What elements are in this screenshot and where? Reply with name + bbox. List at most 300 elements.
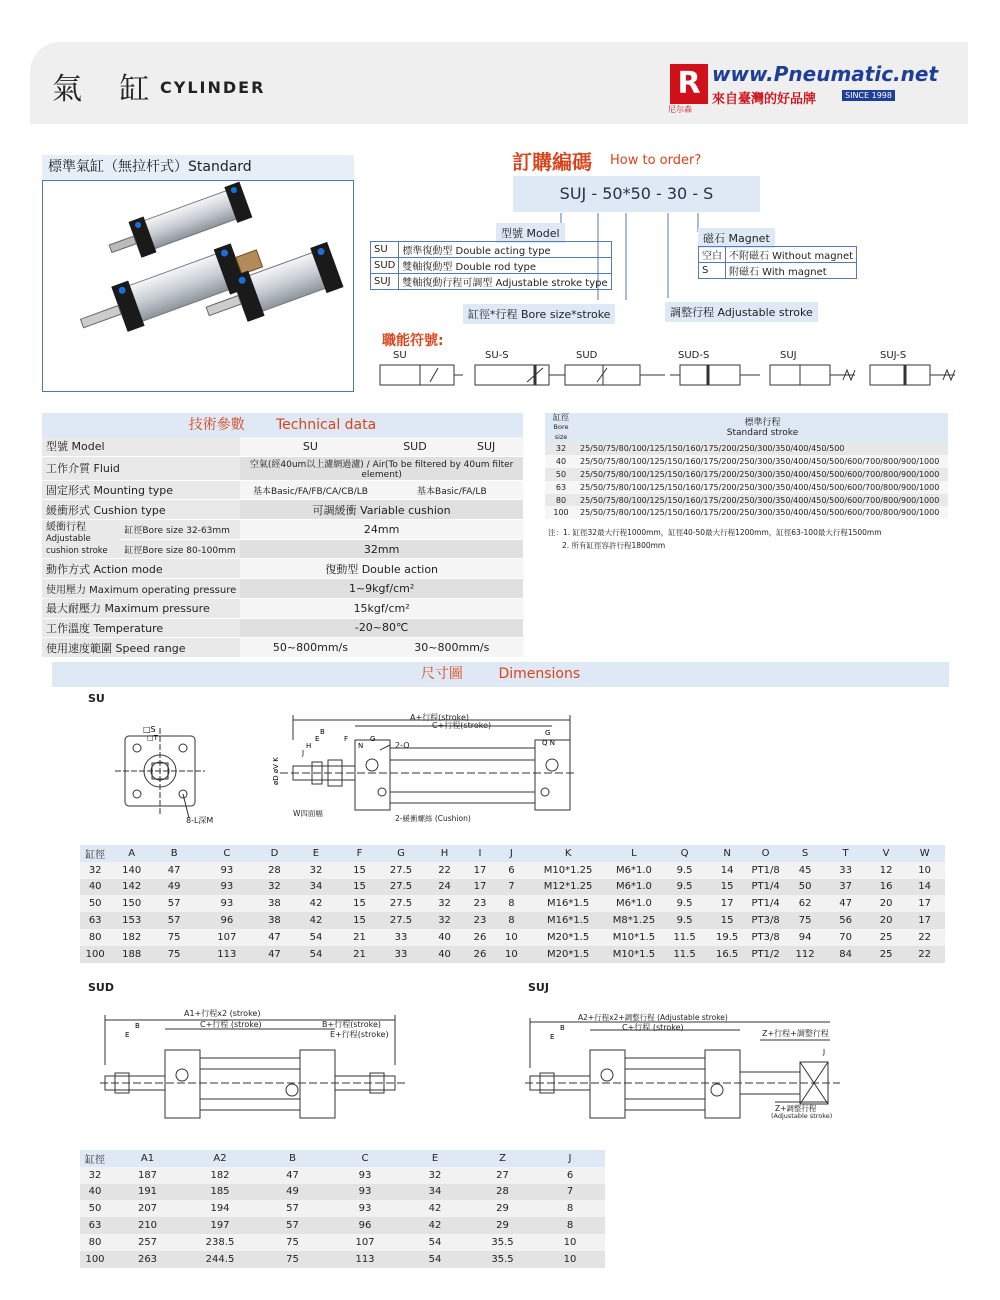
dim-cell: 75 <box>153 929 196 946</box>
page-header <box>30 42 968 124</box>
dim-cell: 19.5 <box>710 929 744 946</box>
order-title-zh: 訂購編碼 <box>512 150 592 174</box>
dim-cell: 10 <box>535 1234 605 1251</box>
dim-cell: 38 <box>258 895 290 912</box>
sud-e-label: E <box>125 1031 130 1039</box>
dim-cell: 42 <box>400 1217 470 1234</box>
tech-title-zh: 技術參數 <box>188 417 245 433</box>
dim-cell: 93 <box>195 862 258 879</box>
dim-cell: 32 <box>291 862 342 879</box>
dim-cell: 42 <box>291 895 342 912</box>
dim-cell: 28 <box>470 1184 535 1201</box>
dim-header-cell: E <box>291 845 342 862</box>
stroke-note: 2. 所有缸徑容許行程1800mm <box>562 541 666 550</box>
dim-cell: 24 <box>424 879 465 896</box>
dim-h-label: H <box>306 742 312 750</box>
tech-label: 動作方式 Action mode <box>42 559 240 579</box>
dim-cell: 8 <box>495 895 527 912</box>
tech-value: 可調緩衝 Variable cushion <box>240 500 523 520</box>
dim-cell: 23 <box>465 912 495 929</box>
magnet-desc: 不附磁石 Without magnet <box>726 247 857 263</box>
dim-cell: 32 <box>400 1167 470 1184</box>
dim-cell: 50 <box>787 879 823 896</box>
su-cushion-label: 2-緩衝螺絲 (Cushion) <box>395 814 471 823</box>
page-title-en: CYLINDER <box>160 78 266 97</box>
dim-cell: 50 <box>80 1200 110 1217</box>
dim-cell: 40 <box>424 946 465 963</box>
dim-header-cell: B <box>255 1150 330 1167</box>
dim-cell: 32 <box>80 1167 110 1184</box>
symbol-label: SUJ-S <box>880 350 907 361</box>
tech-label: 型號 Model <box>42 437 240 456</box>
stroke-row <box>545 455 948 468</box>
suj-a2-label: A2+行程x2+調整行程 (Adjustable stroke) <box>578 1013 728 1022</box>
tech-value: 基本Basic/FA/FB/CA/CB/LB <box>240 480 380 500</box>
tech-row <box>42 456 523 480</box>
dim-cell: 194 <box>185 1200 255 1217</box>
symbol-suds-icon <box>680 365 740 385</box>
dim-header-cell: E <box>400 1150 470 1167</box>
stroke-values: 25/50/75/80/100/125/150/160/175/200/250/300/350/400/450/500/600/700/800/900/1000 <box>577 468 948 481</box>
dim-header-cell: L <box>609 845 660 862</box>
dimensions-header <box>52 662 949 687</box>
dim-f-label: F <box>344 735 349 743</box>
tech-label <box>42 520 120 559</box>
suj-j-label: J <box>823 1048 826 1056</box>
end-view-t-label: □T <box>147 734 158 742</box>
dim-cell: 197 <box>185 1217 255 1234</box>
dim-cell: 93 <box>330 1167 400 1184</box>
dim-cell: 22 <box>904 929 945 946</box>
tech-value: 32mm <box>240 539 523 559</box>
dim-cell: M10*1.5 <box>609 929 660 946</box>
tech-label: 使用壓力 Maximum operating pressure <box>42 579 240 599</box>
dim-cell: PT1/4 <box>744 895 787 912</box>
adj-label-en2: cushion stroke <box>46 545 108 556</box>
dim-cell: 47 <box>258 946 290 963</box>
tech-header-su: SU <box>240 437 380 456</box>
dim-row <box>80 912 945 929</box>
symbol-label: SUJ <box>780 350 797 361</box>
dim-header-cell: B <box>153 845 196 862</box>
stroke-values: 25/50/75/80/100/125/150/160/175/200/250/300/350/400/450/500/600/700/800/900/1000 <box>577 506 948 519</box>
stroke-row <box>545 442 948 455</box>
dim-title-zh: 尺寸圖 <box>420 666 463 682</box>
dim-cell: 17 <box>465 879 495 896</box>
dim-row <box>80 862 945 879</box>
stroke-notes <box>548 526 882 552</box>
page-title-zh: 氣 缸 <box>52 72 164 107</box>
dim-row <box>80 1167 605 1184</box>
dim-cell: 34 <box>291 879 342 896</box>
symbol-label: SUD-S <box>678 350 710 361</box>
dim-cell: 32 <box>424 912 465 929</box>
stroke-bore: 40 <box>545 455 577 468</box>
tech-row <box>42 500 523 520</box>
dim-title-en: Dimensions <box>498 666 581 682</box>
model-desc: 雙軸復動行程可調型 Adjustable stroke type <box>399 274 611 290</box>
dim-cell: M10*1.5 <box>609 946 660 963</box>
dim-cell: 9.5 <box>659 862 710 879</box>
model-row <box>371 242 612 258</box>
dim-cell: 54 <box>400 1234 470 1251</box>
stroke-values: 25/50/75/80/100/125/150/160/175/200/250/300/350/400/450/500/600/700/800/900/1000 <box>577 494 948 507</box>
dim-cell: 182 <box>110 929 153 946</box>
brand-slogan: 來自臺灣的好品牌 <box>712 92 817 107</box>
end-view-s-label: □S <box>143 725 156 734</box>
dim-cell: 49 <box>153 879 196 896</box>
dim-cell: 100 <box>80 946 110 963</box>
dim-cell: 11.5 <box>659 946 710 963</box>
dim-header-row <box>80 1150 605 1167</box>
stroke-values: 25/50/75/80/100/125/150/160/175/200/250/300/350/400/450/500/600/700/800/900/1000 <box>577 481 948 494</box>
stroke-h1-en: Bore size <box>553 423 569 441</box>
dim-header-cell: 缸徑 <box>80 845 110 862</box>
tech-value: 1~9kgf/cm² <box>240 579 523 599</box>
magnet-label: 磁石 Magnet <box>698 228 775 248</box>
dim-cell: 14 <box>710 862 744 879</box>
tech-row <box>42 480 523 500</box>
dim-header-cell: W <box>904 845 945 862</box>
magnet-code: 空白 <box>699 247 726 263</box>
stroke-table <box>545 413 948 519</box>
tech-row <box>42 638 523 658</box>
dim-header-cell: T <box>823 845 868 862</box>
dim-cell: 153 <box>110 912 153 929</box>
dim-cell: 21 <box>341 929 377 946</box>
symbol-sus-icon <box>475 365 549 385</box>
dim-cell: 140 <box>110 862 153 879</box>
tech-value: 復動型 Double action <box>240 559 523 579</box>
stroke-bore: 32 <box>545 442 577 455</box>
dim-cell: 150 <box>110 895 153 912</box>
dim-cell: M6*1.0 <box>609 862 660 879</box>
product-photo <box>42 180 354 392</box>
dim-cell: 10 <box>535 1251 605 1268</box>
tech-label: 工作介質 Fluid <box>42 456 240 480</box>
dim-cell: 37 <box>823 879 868 896</box>
dim-cell: PT1/8 <box>744 862 787 879</box>
dim-cell: 35.5 <box>470 1234 535 1251</box>
dim-cell: M16*1.5 <box>528 895 609 912</box>
dim-cell: 107 <box>330 1234 400 1251</box>
dim-cell: 10 <box>495 946 527 963</box>
dim-cell: 62 <box>787 895 823 912</box>
dim-cell: 188 <box>110 946 153 963</box>
dim-j-label: J <box>302 749 305 757</box>
dim-cell: 40 <box>80 1184 110 1201</box>
dim-cell: 28 <box>258 862 290 879</box>
cylinder-photo-icon <box>43 181 353 391</box>
model-code: SUJ <box>371 274 399 290</box>
dim-cell: 22 <box>904 946 945 963</box>
dim-cell: PT3/8 <box>744 912 787 929</box>
dim-cell: 80 <box>80 929 110 946</box>
dim-cell: 15 <box>341 862 377 879</box>
tech-row <box>42 437 523 456</box>
dim-cell: 107 <box>195 929 258 946</box>
dim-cell: 54 <box>291 946 342 963</box>
dim-header-cell: A1 <box>110 1150 185 1167</box>
dim-cell: 50 <box>80 895 110 912</box>
model-desc: 雙軸復動型 Double rod type <box>399 258 611 274</box>
brand-since: SINCE 1998 <box>842 90 895 101</box>
model-row <box>371 274 612 290</box>
dim-cell: 27 <box>470 1167 535 1184</box>
tech-title-en: Technical data <box>275 417 377 433</box>
dim-cell: 29 <box>470 1217 535 1234</box>
dim-cell: PT3/8 <box>744 929 787 946</box>
suj-zadj-label: Z+調整行程 <box>775 1104 817 1113</box>
adjust-label: 調整行程 Adjustable stroke <box>665 302 818 322</box>
dim-cell: 6 <box>495 862 527 879</box>
dim-cell: 12 <box>868 862 904 879</box>
dim-row <box>80 946 945 963</box>
dim-cell: 75 <box>255 1234 330 1251</box>
su-section-label: SU <box>88 692 105 705</box>
magnet-row <box>699 263 857 279</box>
stroke-row <box>545 494 948 507</box>
dim-cell: 47 <box>255 1167 330 1184</box>
dim-cell: 9.5 <box>659 912 710 929</box>
tech-row <box>42 520 523 540</box>
dim-cell: M8*1.25 <box>609 912 660 929</box>
dim-cell: 11.5 <box>659 929 710 946</box>
tech-row <box>42 618 523 638</box>
dim-qn-label: Q N <box>542 739 555 747</box>
tech-header-sud: SUD <box>381 437 450 456</box>
sud-e-stroke-label: E+行程(stroke) <box>330 1030 389 1039</box>
dim-cell: 40 <box>424 929 465 946</box>
dim-cell: 113 <box>195 946 258 963</box>
dim-cell: PT1/2 <box>744 946 787 963</box>
dim-cell: 244.5 <box>185 1251 255 1268</box>
dim-cell: 80 <box>80 1234 110 1251</box>
technical-data-table <box>42 413 523 658</box>
dim-header-cell: J <box>495 845 527 862</box>
model-label: 型號 Model <box>496 223 565 243</box>
dim-cell: 47 <box>823 895 868 912</box>
dim-cell: 32 <box>80 862 110 879</box>
dim-b-label: B <box>320 728 325 736</box>
dim-header-cell: G <box>378 845 425 862</box>
model-code: SU <box>371 242 399 258</box>
dim-cell: 35.5 <box>470 1251 535 1268</box>
dim-cell: 22 <box>424 862 465 879</box>
dim-header-cell: A2 <box>185 1150 255 1167</box>
dim-header-cell: F <box>341 845 377 862</box>
tech-value: 基本Basic/FA/LB <box>381 480 523 500</box>
dim-cell: 94 <box>787 929 823 946</box>
model-row <box>371 258 612 274</box>
su-c-stroke-label: C+行程(stroke) <box>432 721 492 730</box>
suj-e-label: E <box>550 1033 555 1041</box>
su-a-stroke-label: A+行程(stroke) <box>410 713 469 722</box>
su-lm-label: 8-L深M <box>186 816 214 825</box>
dim-cell: 93 <box>330 1184 400 1201</box>
dim-cell: 263 <box>110 1251 185 1268</box>
dim-cell: 23 <box>465 895 495 912</box>
dim-cell: 56 <box>823 912 868 929</box>
dim-row <box>80 1200 605 1217</box>
magnet-desc: 附磁石 With magnet <box>726 263 857 279</box>
dim-header-cell: C <box>195 845 258 862</box>
dim-cell: 10 <box>904 862 945 879</box>
dim-row <box>80 929 945 946</box>
brand-logo-text: 尼尔森 <box>668 105 692 114</box>
dim-cell: 29 <box>470 1200 535 1217</box>
dim-header-cell: Q <box>659 845 710 862</box>
dim-row <box>80 1217 605 1234</box>
function-symbols <box>375 360 965 390</box>
dim-cell: 75 <box>255 1251 330 1268</box>
dim-cell: 27.5 <box>378 912 425 929</box>
dim-cell: 42 <box>400 1200 470 1217</box>
dim-cell: 8 <box>535 1200 605 1217</box>
tech-label: 固定形式 Mounting type <box>42 480 240 500</box>
stroke-h1-zh: 缸徑 <box>553 413 569 422</box>
dim-cell: 96 <box>195 912 258 929</box>
dim-cell: 15 <box>341 912 377 929</box>
dim-header-cell: O <box>744 845 787 862</box>
stroke-header-bore <box>545 413 577 442</box>
dim-cell: 7 <box>495 879 527 896</box>
stroke-bore: 50 <box>545 468 577 481</box>
tech-label: 使用速度範圍 Speed range <box>42 638 240 658</box>
dim-cell: 42 <box>291 912 342 929</box>
dim-cell: 34 <box>400 1184 470 1201</box>
bore-label: 缸徑*行程 Bore size*stroke <box>463 304 615 324</box>
dim-cell: 20 <box>868 895 904 912</box>
dim-cell: 17 <box>710 895 744 912</box>
dim-cell: 33 <box>823 862 868 879</box>
dim-cell: 142 <box>110 879 153 896</box>
dim-cell: M12*1.25 <box>528 879 609 896</box>
dim-header-cell: S <box>787 845 823 862</box>
dim-cell: 182 <box>185 1167 255 1184</box>
dim-cell: 113 <box>330 1251 400 1268</box>
dim-cell: 33 <box>378 929 425 946</box>
su-w-label: W四面幅 <box>293 809 323 818</box>
tech-row <box>42 598 523 618</box>
dim-header-cell: A <box>110 845 153 862</box>
dim-cell: M20*1.5 <box>528 946 609 963</box>
stroke-bore: 100 <box>545 506 577 519</box>
sud-c-label: C+行程 (stroke) <box>200 1020 262 1029</box>
suj-c-label: C+行程 (stroke) <box>622 1023 684 1032</box>
dim-row <box>80 1234 605 1251</box>
dim-cell: 27.5 <box>378 879 425 896</box>
tech-label: 工作溫度 Temperature <box>42 618 240 638</box>
sud-b-label: B <box>135 1022 140 1030</box>
tech-value: 15kgf/cm² <box>240 598 523 618</box>
magnet-code: S <box>699 263 726 279</box>
dim-cell: 93 <box>195 895 258 912</box>
suj-section-label: SUJ <box>528 981 549 994</box>
dim-dvk-label: øD øV K <box>272 757 280 785</box>
dim-cell: 25 <box>868 929 904 946</box>
dim-row <box>80 879 945 896</box>
dim-cell: 70 <box>823 929 868 946</box>
stroke-bore: 63 <box>545 481 577 494</box>
dim-cell: 7 <box>535 1184 605 1201</box>
su-dimension-table <box>80 845 945 963</box>
tech-value: 24mm <box>240 520 523 540</box>
dim-cell: 207 <box>110 1200 185 1217</box>
sud-suj-dimension-table <box>80 1150 605 1268</box>
dim-cell: 210 <box>110 1217 185 1234</box>
tech-row <box>42 559 523 579</box>
symbol-sujs-icon <box>870 365 930 385</box>
tech-sublabel: 缸徑Bore size 80-100mm <box>120 539 240 559</box>
dim-cell: 38 <box>258 912 290 929</box>
dim-cell: 17 <box>465 862 495 879</box>
tech-header-suj: SUJ <box>449 437 523 456</box>
dim-cell: 32 <box>258 879 290 896</box>
dim-cell: 63 <box>80 912 110 929</box>
dim-n-label: N <box>358 742 364 750</box>
tech-label: 最大耐壓力 Maximum pressure <box>42 598 240 618</box>
model-table <box>370 241 612 290</box>
adj-label-zh: 緩衝行程 <box>46 521 86 533</box>
dim-cell: 33 <box>378 946 425 963</box>
dim-g-label: G <box>370 735 376 743</box>
dim-cell: 17 <box>904 912 945 929</box>
dim-header-cell: C <box>330 1150 400 1167</box>
dim-header-cell: H <box>424 845 465 862</box>
su-end-view-drawing <box>115 722 225 827</box>
dim-cell: 112 <box>787 946 823 963</box>
dim-cell: 47 <box>153 862 196 879</box>
dim-cell: 16 <box>868 879 904 896</box>
stroke-header <box>545 413 948 442</box>
stroke-h2-en: Standard stroke <box>726 427 799 438</box>
dim-cell: M10*1.25 <box>528 862 609 879</box>
tech-value: -20~80℃ <box>240 618 523 638</box>
sud-a1-label: A1+行程x2 (stroke) <box>184 1009 261 1018</box>
dim-cell: 238.5 <box>185 1234 255 1251</box>
dim-cell: 84 <box>823 946 868 963</box>
tech-value: 30~800mm/s <box>381 638 523 658</box>
dim-cell: 57 <box>255 1217 330 1234</box>
function-symbol-label: 職能符號: <box>382 333 444 349</box>
dim-cell: 8 <box>495 912 527 929</box>
dim-cell: 27.5 <box>378 895 425 912</box>
dim-cell: 93 <box>330 1200 400 1217</box>
model-desc: 標準復動型 Double acting type <box>399 242 611 258</box>
dim-cell: 187 <box>110 1167 185 1184</box>
suj-z-label: Z+行程+調整行程 <box>762 1029 829 1038</box>
dim-cell: 15 <box>710 912 744 929</box>
product-title: 標準氣缸（無拉杆式）Standard <box>42 155 354 180</box>
dim-cell: 6 <box>535 1167 605 1184</box>
su-2o-label: 2-O <box>395 741 410 750</box>
dim-cell: 20 <box>868 912 904 929</box>
dim-cell: 15 <box>710 879 744 896</box>
dim-cell: 25 <box>868 946 904 963</box>
dim-cell: 185 <box>185 1184 255 1201</box>
dim-cell: 16.5 <box>710 946 744 963</box>
tech-value: 空氣(經40um以上濾網過濾) / Air(To be filtered by 40um filter element) <box>240 456 523 480</box>
dim-cell: 9.5 <box>659 895 710 912</box>
dim-cell: 9.5 <box>659 879 710 896</box>
dim-g2-label: G <box>545 729 551 737</box>
sud-section-label: SUD <box>88 981 114 994</box>
dim-cell: 27.5 <box>378 862 425 879</box>
dim-cell: 54 <box>291 929 342 946</box>
brand-site[interactable]: www.Pneumatic.net <box>712 62 939 86</box>
dim-cell: 10 <box>495 929 527 946</box>
